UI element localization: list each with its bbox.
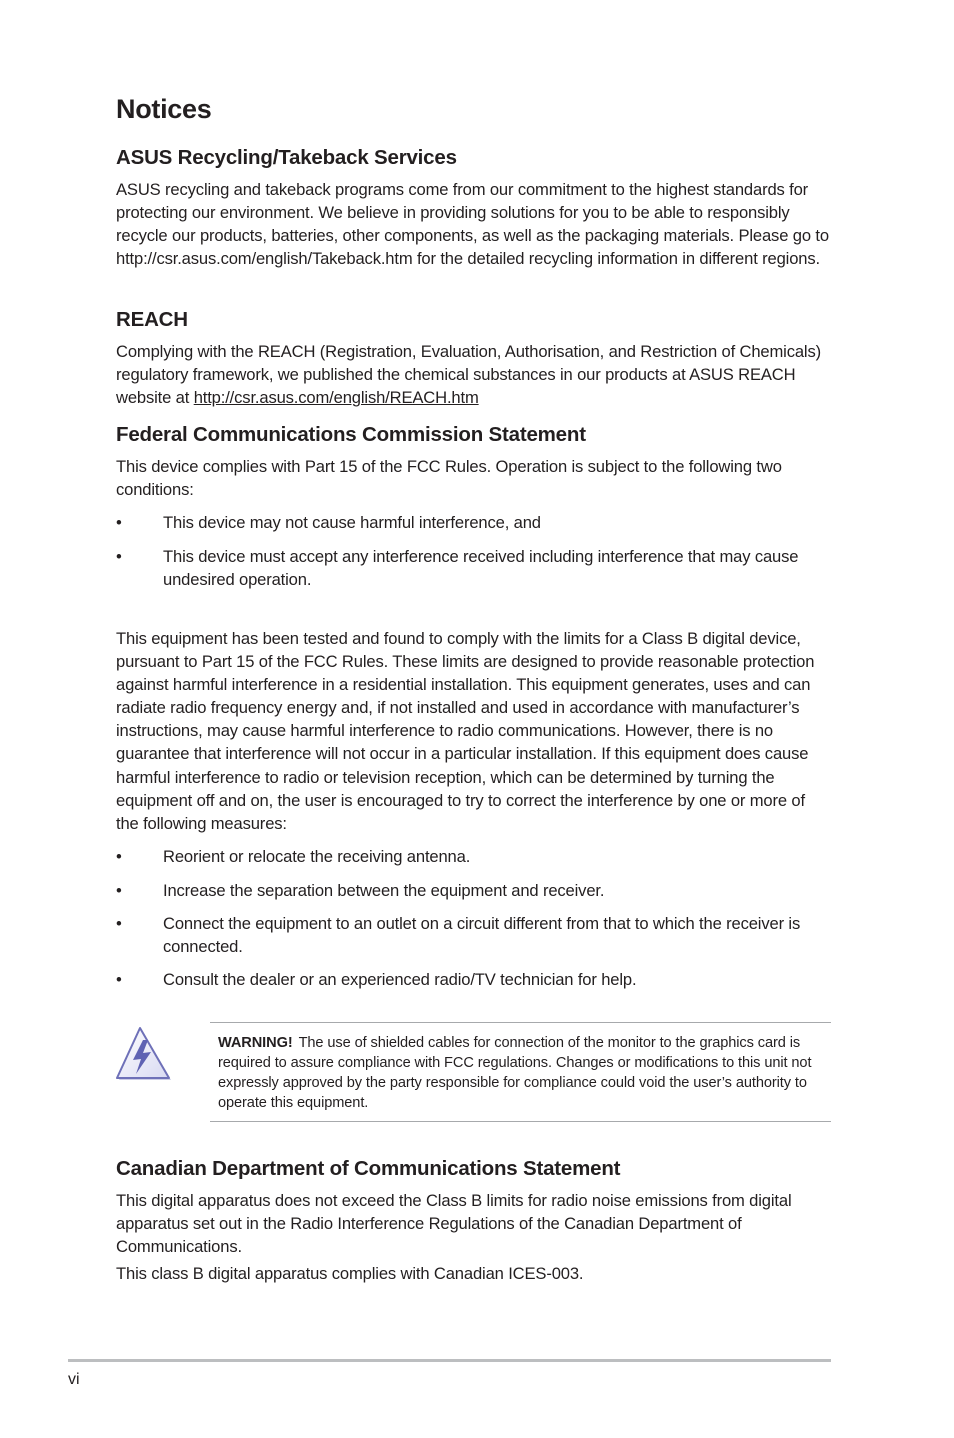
- fcc-body: This equipment has been tested and found to comply with the limits for a Class B digital device, pursuant to Part 15 of the FCC Rules. These limits are designed to provide reasonable protection against harmful interference in a residential installation. This equipment generates, uses and can radiate radio frequency energy and, if not installed and used in accordance with manufacturer’s instructions, may cause harmful interference to radio communications. However, there is no guarantee that interference will not occur in a particular installation. If this equipment does cause harmful interference to radio or television reception, which can be determined by turning the equipment off and on, the user is encouraged to try to correct the interference by one or more of the following measures:: [116, 629, 815, 833]
- reach-body: [116, 340, 832, 409]
- page-number: vi: [68, 1371, 80, 1388]
- reach-heading: REACH: [116, 308, 188, 331]
- footer-divider: [68, 1359, 831, 1362]
- list-item: [116, 879, 832, 902]
- recycling-body: ASUS recycling and takeback programs come from our commitment to the highest standards for protecting our environment. We believe in providing solutions for you to be able to responsibly recycle our products, batteries, other components, as well as the packaging materials. Please go to http://csr.asus.com/english/Takeback.htm for the detailed recycling information in different regions.: [116, 180, 829, 269]
- warning-box: [210, 1022, 831, 1122]
- bullet-icon: •: [116, 513, 122, 532]
- lightning-warning-icon: [113, 1026, 171, 1082]
- bullet-icon: •: [116, 970, 122, 989]
- reach-body-text: Complying with the REACH (Registration, Evaluation, Authorisation, and Restriction of Chemicals) regulatory framework, we published the chemical substances in our products at ASUS REACH website at: [116, 342, 821, 408]
- measure-text: Reorient or relocate the receiving antenna.: [163, 847, 471, 866]
- bullet-icon: •: [116, 547, 122, 566]
- fcc-intro: This device complies with Part 15 of the FCC Rules. Operation is subject to the following two conditions:: [116, 457, 782, 500]
- canada-body: This digital apparatus does not exceed the Class B limits for radio noise emissions from digital apparatus set out in the Radio Interference Regulations of the Canadian Department of Communications.: [116, 1191, 792, 1257]
- list-item: [116, 845, 832, 868]
- bullet-icon: •: [116, 847, 122, 866]
- condition-text: This device may not cause harmful interference, and: [163, 513, 541, 532]
- measure-text: Connect the equipment to an outlet on a circuit different from that to which the receiver is connected.: [163, 914, 801, 957]
- measure-text: Consult the dealer or an experienced radio/TV technician for help.: [163, 970, 637, 989]
- canada-ices: This class B digital apparatus complies with Canadian ICES-003.: [116, 1264, 584, 1283]
- page-title: Notices: [116, 94, 212, 124]
- canada-heading: Canadian Department of Communications Statement: [116, 1157, 621, 1180]
- warning-body: The use of shielded cables for connection of the monitor to the graphics card is required to assure compliance with FCC regulations. Changes or modifications to this unit not expressly approved by the party responsible for compliance could void the user’s authority to operate this equipment.: [218, 1035, 812, 1112]
- condition-text: This device must accept any interference received including interference that may cause undesired operation.: [163, 547, 799, 590]
- recycling-heading: ASUS Recycling/Takeback Services: [116, 146, 457, 169]
- list-item: [116, 511, 832, 534]
- fcc-heading: Federal Communications Commission Statement: [116, 423, 586, 446]
- reach-link[interactable]: http://csr.asus.com/english/REACH.htm: [193, 388, 479, 408]
- list-item: [116, 545, 832, 591]
- warning-text: [218, 1033, 824, 1113]
- measure-text: Increase the separation between the equipment and receiver.: [163, 881, 605, 900]
- list-item: [116, 912, 832, 958]
- warning-label: WARNING!: [218, 1035, 293, 1051]
- list-item: [116, 968, 832, 991]
- bullet-icon: •: [116, 881, 122, 900]
- bullet-icon: •: [116, 914, 122, 933]
